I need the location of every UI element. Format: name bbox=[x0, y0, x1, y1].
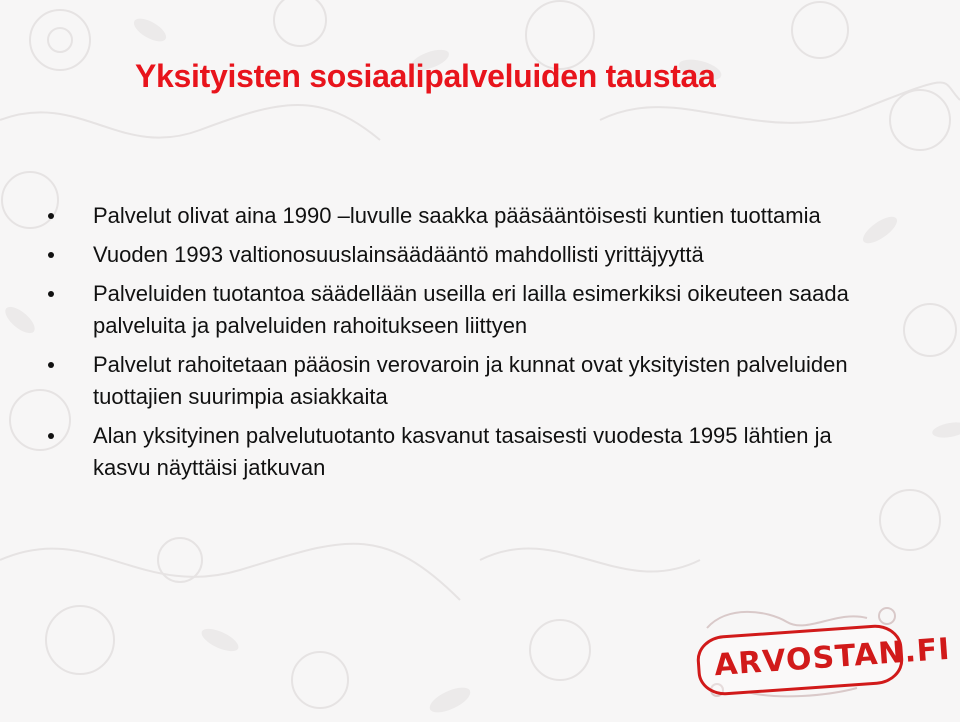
bullet-dot-icon bbox=[48, 433, 54, 439]
bullet-text: Vuoden 1993 valtionosuuslainsäädääntö mahdollisti yrittäjyyttä bbox=[93, 242, 704, 267]
bullet-item bbox=[48, 200, 893, 232]
bullet-text: Alan yksityinen palvelutuotanto kasvanut tasaisesti vuodesta 1995 lähtien ja kasvu näyttäisi jatkuvan bbox=[93, 423, 832, 480]
bullet-list bbox=[48, 200, 893, 491]
bullet-text: Palvelut rahoitetaan pääosin verovaroin ja kunnat ovat yksityisten palveluiden tuottajien suurimpia asiakkaita bbox=[93, 352, 848, 409]
bullet-dot-icon bbox=[48, 291, 54, 297]
bullet-dot-icon bbox=[48, 362, 54, 368]
bullet-item bbox=[48, 420, 893, 484]
slide-title: Yksityisten sosiaalipalveluiden taustaa bbox=[135, 58, 716, 94]
bullet-text: Palveluiden tuotantoa säädellään useilla eri lailla esimerkiksi oikeuteen saada palveluita ja palveluiden rahoitukseen liittyen bbox=[93, 281, 849, 338]
arvostan-logo bbox=[687, 600, 952, 700]
logo-text: ARVOSTAN.FI bbox=[713, 631, 952, 684]
bullet-text: Palvelut olivat aina 1990 –luvulle saakka pääsääntöisesti kuntien tuottamia bbox=[93, 203, 821, 228]
bullet-item bbox=[48, 278, 893, 342]
bullet-item bbox=[48, 349, 893, 413]
bullet-dot-icon bbox=[48, 213, 54, 219]
bullet-dot-icon bbox=[48, 252, 54, 258]
bullet-item bbox=[48, 239, 893, 271]
